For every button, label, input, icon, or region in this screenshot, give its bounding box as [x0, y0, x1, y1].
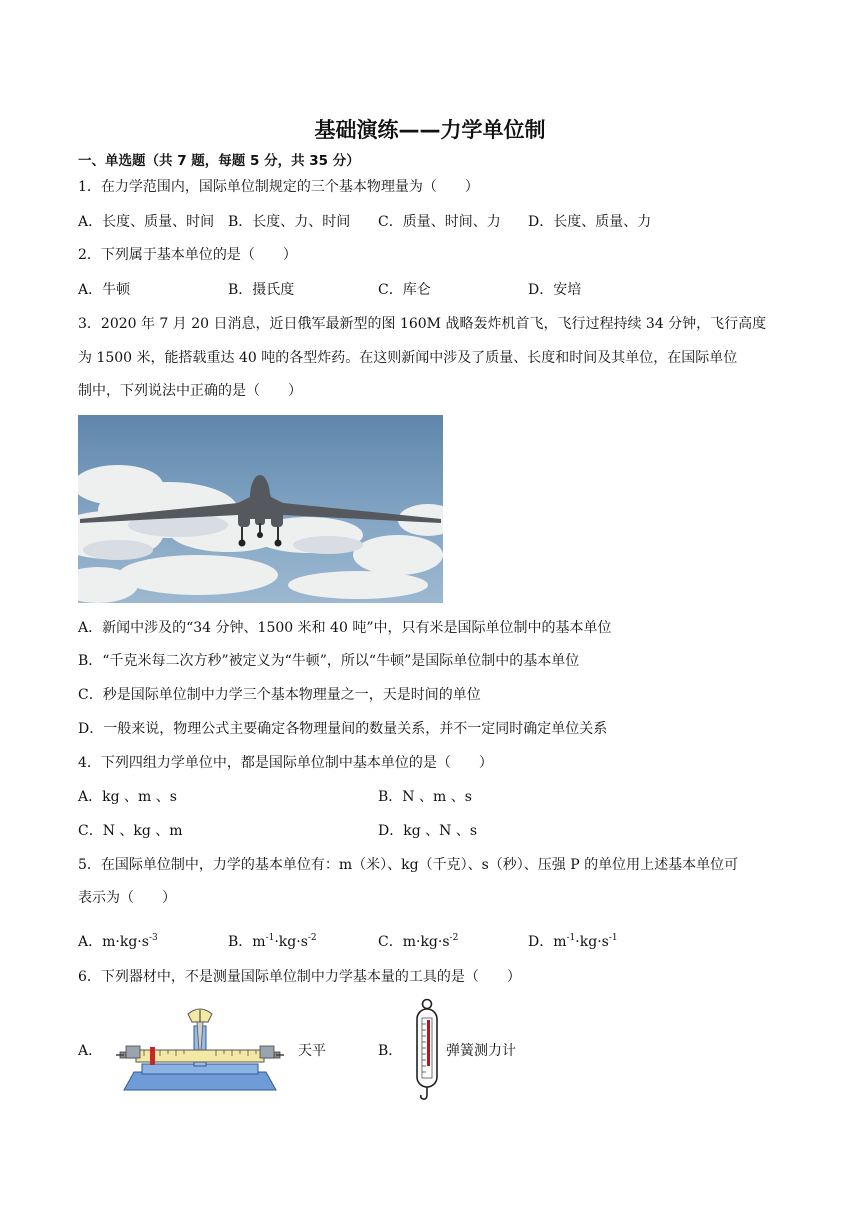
- question-5-option-c: [378, 928, 458, 952]
- question-3-stem-line-3: 制中，下列说法中正确的是（ ）: [78, 383, 302, 399]
- question-4-stem: 4．下列四组力学单位中，都是国际单位制中基本单位的是（ ）: [78, 755, 493, 771]
- option-label: A．: [78, 934, 103, 950]
- question-4-option-b: B．N 、m 、s: [378, 789, 472, 805]
- question-2-option-c: C．库仑: [378, 282, 431, 298]
- question-4-option-c: C．N 、kg 、m: [78, 823, 183, 839]
- question-1-option-d: D．长度、质量、力: [528, 214, 652, 230]
- option-label: D．: [528, 934, 554, 950]
- question-5-option-b: [228, 928, 317, 952]
- exponent: -1: [265, 933, 275, 943]
- exponent: -2: [307, 933, 317, 943]
- question-3-option-d: D．一般来说，物理公式主要确定各物理量间的数量关系，并不一定同时确定单位关系: [78, 721, 608, 737]
- option-label: B．: [228, 934, 253, 950]
- section-heading: 一、单选题（共 7 题，每题 5 分，共 35 分）: [78, 153, 360, 169]
- question-2-option-d: D．安培: [528, 282, 582, 298]
- question-6-option-a-name: 天平: [298, 1043, 326, 1059]
- question-3-option-b: B．“千克米每二次方秒”被定义为“牛顿”，所以“牛顿”是国际单位制中的基本单位: [78, 653, 580, 669]
- question-4-option-d: D．kg 、N 、s: [378, 823, 478, 839]
- unit-expression: ·kg·s: [274, 934, 308, 950]
- unit-expression: m: [553, 934, 567, 950]
- page-title: 基础演练——力学单位制: [314, 118, 546, 142]
- question-6-option-a-label: A．: [78, 1043, 103, 1059]
- question-3-option-c: C．秒是国际单位制中力学三个基本物理量之一，天是时间的单位: [78, 687, 481, 703]
- question-3-option-a: A．新闻中涉及的“34 分钟、1500 米和 40 吨”中，只有米是国际单位制中的基本单位: [78, 620, 612, 636]
- question-3-stem-line-2: 为 1500 米，能搭载重达 40 吨的各型炸药。在这则新闻中涉及了质量、长度和时间及其单位，在国际单位: [78, 350, 738, 366]
- balance-scale-icon: [110, 1006, 290, 1096]
- question-3-stem-line-1: 3．2020 年 7 月 20 日消息，近日俄军最新型的图 160M 战略轰炸机首飞，飞行过程持续 34 分钟，飞行高度: [78, 316, 767, 332]
- unit-expression: m·kg·s: [402, 934, 450, 950]
- question-1-option-a: A．长度、质量、时间: [78, 214, 215, 230]
- bomber-photo: [78, 415, 443, 603]
- question-6-option-b-name: 弹簧测力计: [446, 1043, 516, 1059]
- unit-expression: m·kg·s: [102, 934, 149, 950]
- unit-expression: ·kg·s: [575, 934, 609, 950]
- question-5-option-a: [78, 928, 158, 952]
- question-1-option-b: B．长度、力、时间: [228, 214, 351, 230]
- question-1-stem: 1．在力学范围内，国际单位制规定的三个基本物理量为（ ）: [78, 179, 479, 195]
- question-6-option-b-label: B．: [378, 1043, 403, 1059]
- question-6-stem: 6．下列器材中，不是测量国际单位制中力学基本量的工具的是（ ）: [78, 969, 521, 985]
- exponent: -2: [449, 933, 459, 943]
- exponent: -1: [566, 933, 576, 943]
- question-5-stem-line-2: 表示为（ ）: [78, 890, 176, 906]
- question-4-option-a: A．kg 、m 、s: [78, 789, 177, 805]
- option-label: C．: [378, 934, 403, 950]
- exponent: -1: [608, 933, 618, 943]
- spring-scale-icon: [414, 998, 440, 1106]
- question-2-option-a: A．牛顿: [78, 282, 131, 298]
- unit-expression: m: [252, 934, 266, 950]
- question-5-stem-line-1: 5．在国际单位制中，力学的基本单位有：m（米）、kg（千克）、s（秒）、压强 P 的单位用上述基本单位可: [78, 857, 739, 873]
- question-2-stem: 2．下列属于基本单位的是（ ）: [78, 247, 297, 263]
- question-5-option-d: [528, 928, 618, 952]
- exponent: -3: [148, 933, 158, 943]
- question-1-option-c: C．质量、时间、力: [378, 214, 501, 230]
- question-2-option-b: B．摄氏度: [228, 282, 295, 298]
